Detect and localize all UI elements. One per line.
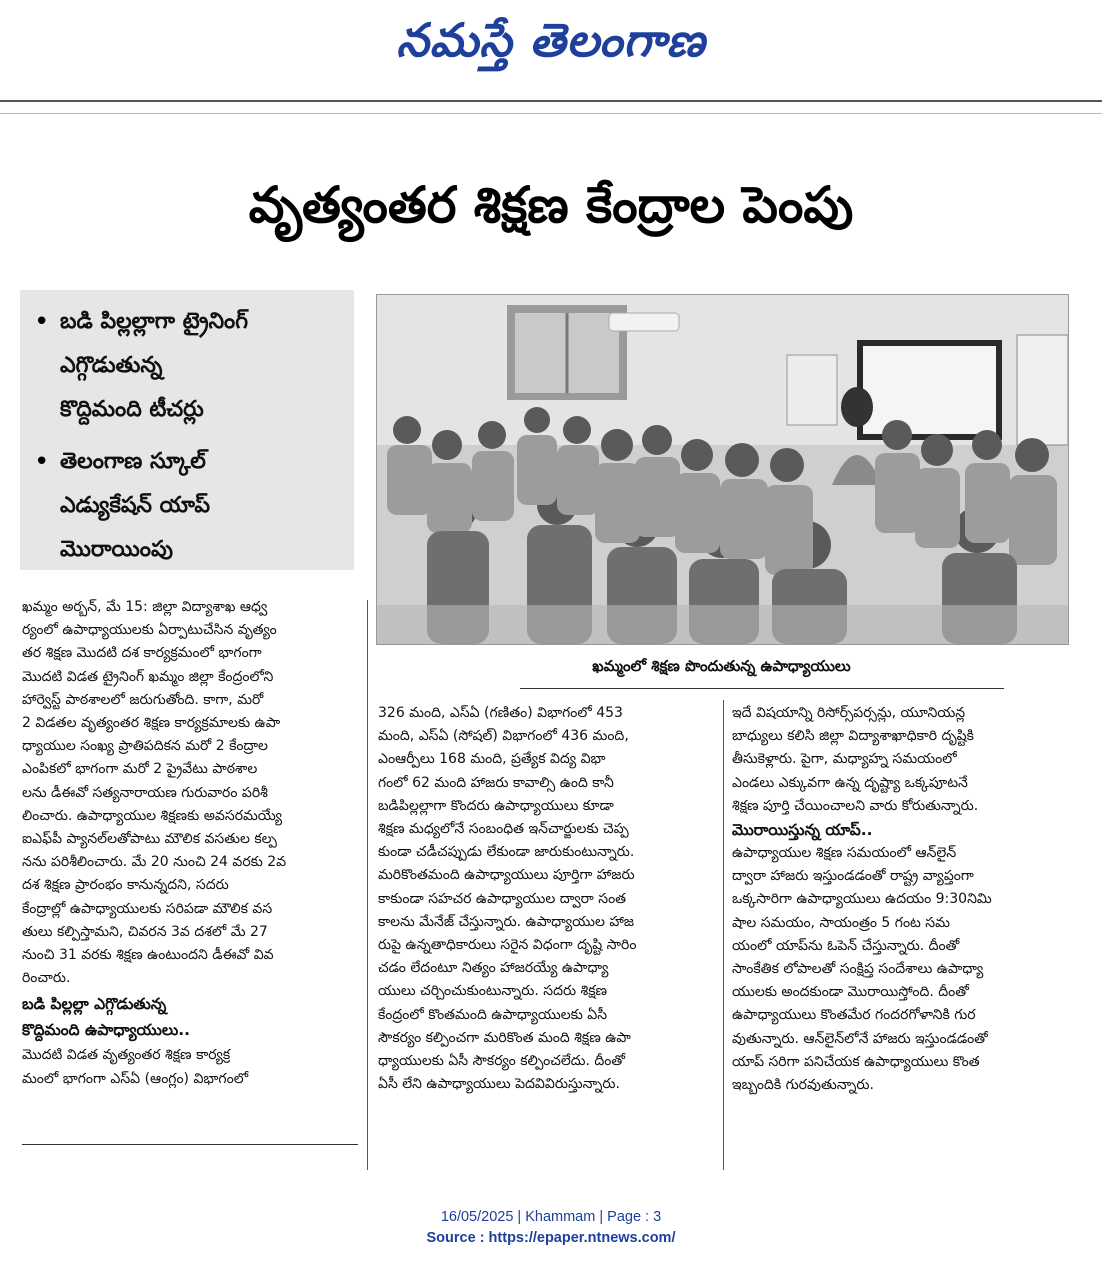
body-line: లను డీఈవో సత్యనారాయణ గురువారం పరిశీ [22,784,268,801]
body-line: మొదటి విడత ట్రైనింగ్ ఖమ్మం జిల్లా కేంద్రంలోని [22,668,274,685]
source-link[interactable]: Source : https://epaper.ntnews.com/ [426,1230,676,1246]
article-headline: వృత్యంతర శిక్షణ కేంద్రాల పెంపు [248,176,854,234]
body-line: ఎండలు ఎక్కువగా ఉన్న దృష్ట్యా ఒక్కపూటనే [732,774,968,791]
body-line: శిక్షణ మధ్యలోనే సంబంధిత ఇన్‌చార్జులకు చెప్ప [378,821,629,838]
body-line: కేంద్రంలో కొంతమంది ఉపాధ్యాయులకు ఏసీ [378,1006,608,1023]
body-line: యాప్ సరిగా పనిచేయక ఉపాధ్యాయులు కొంత [732,1053,980,1070]
body-line: ఎంపికలో భాగంగా మరో 2 ప్రైవేటు పాఠశాల [22,761,258,778]
article-deck [20,290,354,570]
body-line: గంలో 62 మంది హాజరు కావాల్సి ఉంది కానీ [378,774,614,791]
body-line: తులు కల్పిస్తామని, చివరన 3వ దశలో మే 27 [22,923,268,940]
body-line: ధ్యాయుల సంఖ్య ప్రాతిపదికన మరో 2 కేంద్రాల [22,738,268,755]
body-line: బడిపిల్లల్లాగా కొందరు ఉపాధ్యాయులు కూడా [378,797,614,814]
body-line: సౌకర్యం కల్పించగా మరికొంత మంది శిక్షణ ఉపా [378,1029,631,1046]
deck-line: తెలంగాణ స్కూల్ [60,449,206,474]
body-line: లించారు. ఉపాధ్యాయుల శిక్షణకు అవసరమయ్యే [22,807,283,824]
body-line: కేంద్రాల్లో ఉపాధ్యాయులకు సరిపడా మౌలిక వస [22,900,273,917]
deck-item [34,440,346,572]
column-divider [367,600,368,1170]
caption-rule [520,688,1004,689]
subheading: మొరాయిస్తున్న యాప్.. [732,821,873,840]
body-line: ఉపాధ్యాయులు కొంతమేర గందరగోళానికి గుర [732,1007,976,1024]
body-line: కుండా చడీచప్పుడు లేకుండా జారుకుంటున్నారు. [378,844,635,861]
masthead [0,6,1102,76]
body-line: 326 మంది, ఎస్ఏ (గణితం) విభాగంలో 453 [378,705,623,721]
body-line: ఉపాధ్యాయుల శిక్షణ సమయంలో ఆన్‌లైన్ [732,845,957,862]
deck-line: ఎడ్యుకేషన్ యాప్ [60,493,210,518]
masthead-rule-thin [0,113,1102,114]
deck-line: ఎగ్గొడుతున్న [60,353,163,378]
body-line: ద్వారా హాజరు ఇస్తుండడంతో రాష్ట్ర వ్యాప్తంగా [732,868,974,885]
body-line: వుతున్నారు. ఆన్‌లైన్‌లోనే హాజరు ఇస్తుండడంతో [732,1030,988,1047]
article-column-2 [378,702,714,1096]
body-line: కాలను మేనేజ్ చేస్తున్నారు. ఉపాధ్యాయుల హాజ [378,913,635,930]
article-column-3 [732,702,1072,1097]
body-line: ఇబ్బందికి గురవుతున్నారు. [732,1077,874,1094]
body-line: మొదటి విడత వృత్యంతర శిక్షణ కార్యక్ర [22,1047,231,1064]
body-line: యులకు అందకుండా మొరాయిస్తోంది. దీంతో [732,984,969,1001]
body-line: సాంకేతిక లోపాలతో సంక్షిప్త సందేశాలు ఉపాధ్యా [732,961,984,978]
bullet-icon: • [34,307,50,337]
body-line: యంలో యాప్‌ను ఓపెన్ చేస్తున్నారు. దీంతో [732,937,960,954]
body-line: 2 విడతల వృత్యంతర శిక్షణ కార్యక్రమాలకు ఉపా [22,715,281,732]
body-line: ధ్యాయులకు ఏసీ సౌకర్యం కల్పించలేదు. దీంతో [378,1053,626,1070]
article-column-1 [22,596,358,1091]
body-line: రుపై ఉన్నతాధికారులు సరైన విధంగా దృష్టి సారిం [378,937,637,954]
body-line: మరికొంతమంది ఉపాధ్యాయులు పూర్తిగా హాజరు [378,867,635,884]
body-line: ఐఎఫ్‌పీ ప్యానల్‌లతోపాటు మౌలిక వసతుల కల్ప [22,831,277,848]
body-line: ర్యంలో ఉపాధ్యాయులకు ఏర్పాటుచేసిన వృత్యం [22,622,277,639]
body-line: కాకుండా సహచర ఉపాధ్యాయుల ద్వారా సంత [378,890,627,907]
body-line: ఎంఆర్పీలు 168 మంది, ప్రత్యేక విద్య విభా [378,751,606,768]
body-line: తీసుకెళ్లారు. పైగా, మధ్యాహ్న సమయంలో [732,751,957,768]
body-line: యులు చర్చించుకుంటున్నారు. సదరు శిక్షణ [378,983,608,1000]
body-line: ఒక్కసారిగా ఉపాధ్యాయులు ఉదయం 9:30నిమి [732,891,992,908]
body-line: తర శిక్షణ మొదటి దశ కార్యక్రమంలో భాగంగా [22,645,262,662]
classroom-photo [376,294,1069,645]
subheading-rule [22,1144,358,1145]
masthead-rule [0,100,1102,102]
body-line: మంలో భాగంగా ఎస్ఏ (ఆంగ్లం) విభాగంలో [22,1070,249,1087]
body-line: శిక్షణ పూర్తి చేయించాలని వారు కోరుతున్నారు. [732,797,979,814]
bullet-icon: • [34,447,50,477]
subheading: బడి పిల్లల్లా ఎగ్గొడుతున్న [22,995,167,1014]
body-line: నను పరిశీలించారు. మే 20 నుంచి 24 వరకు 2వ [22,854,287,871]
classroom-photo-illustration [377,295,1068,644]
body-line: దశ శిక్షణ ప్రారంభం కానున్నదని, సదరు [22,877,229,894]
body-line: నుంచి 31 వరకు శిక్షణ ఉంటుందని డీఈవో వివ [22,947,274,964]
body-line: ఖమ్మం అర్బన్, మే 15: జిల్లా విద్యాశాఖ ఆధ్వ [22,599,268,615]
body-line: మంది, ఎస్ఏ (సోషల్) విభాగంలో 436 మంది, [378,728,629,745]
page-footer [0,1207,1102,1249]
edition-info: 16/05/2025 | Khammam | Page : 3 [440,1209,662,1225]
body-line: ఇదే విషయాన్ని రిసోర్స్‌పర్సన్లు, యూనియన్ల [732,705,966,721]
deck-line: కొద్దిమంది టీచర్లు [60,397,204,422]
body-line: చడం లేదంటూ నిత్యం హాజరయ్యే ఉపాధ్యా [378,960,609,977]
deck-item [34,300,346,432]
body-line: రించారు. [22,970,71,987]
newspaper-logo: నమస్తే తెలంగాణ [396,13,706,67]
body-line: హార్వెస్ట్ పాఠశాలలో జరుగుతోంది. కాగా, మరో [22,691,264,708]
column-divider [723,700,724,1170]
body-line: ఏసీ లేని ఉపాధ్యాయులు పెదవివిరుస్తున్నారు. [378,1076,620,1093]
deck-line: మొరాయింపు [60,537,173,562]
deck-line: బడి పిల్లల్లాగా ట్రైనింగ్ [60,309,249,334]
body-line: బాధ్యులు కలిసి జిల్లా విద్యాశాఖాధికారి దృష్టికి [732,728,974,745]
subheading: కొద్దిమంది ఉపాధ్యాయులు.. [22,1021,190,1040]
body-line: షాల సమయం, సాయంత్రం 5 గంట సమ [732,914,950,931]
photo-caption: ఖమ్మంలో శిక్షణ పొందుతున్న ఉపాధ్యాయులు [592,657,851,675]
